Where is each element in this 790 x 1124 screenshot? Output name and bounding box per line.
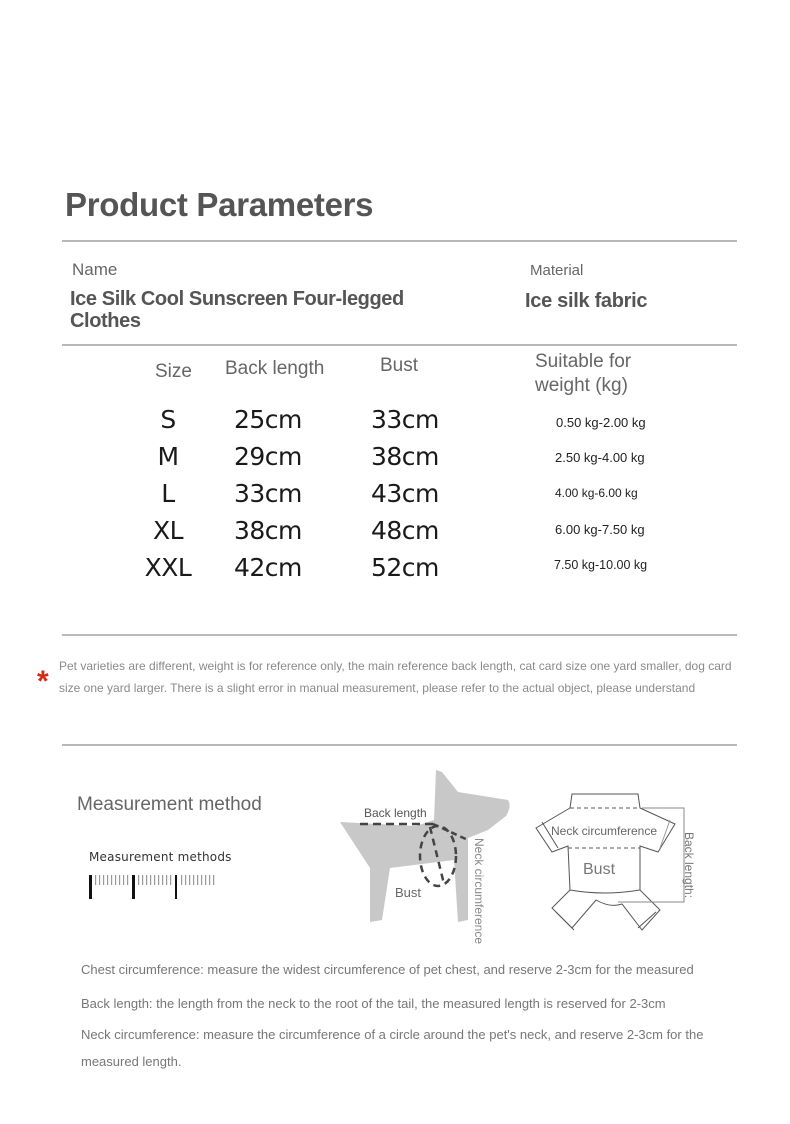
reference-note: Pet varieties are different, weight is for reference only, the main reference back length, cat card size one yard smaller, dog card size one yard larger. There is a slight error in manual measurement, please refer to the actual object, please understand: [59, 659, 732, 695]
cell-size: L: [161, 479, 175, 508]
back-length-label: Back length: [364, 806, 427, 820]
divider: [62, 240, 737, 242]
cell-bust: 52cm: [371, 553, 439, 582]
neck-circumference-description: Neck circumference: measure the circumference of a circle around the pet's neck, and reserve 2-3cm for the measured length.: [81, 1027, 704, 1069]
cell-back-length: 25cm: [234, 405, 302, 434]
divider: [62, 744, 737, 746]
product-name: Ice Silk Cool Sunscreen Four-legged Clothes: [70, 288, 404, 332]
garment-bust-label: Bust: [583, 861, 616, 878]
name-label: Name: [72, 260, 118, 279]
cell-size: M: [157, 442, 179, 471]
ruler-icon: [89, 873, 219, 899]
cell-back-length: 33cm: [234, 479, 302, 508]
cell-bust: 33cm: [371, 405, 439, 434]
divider: [62, 634, 737, 636]
divider: [62, 344, 737, 346]
garment-measurement-diagram: [530, 780, 710, 940]
cell-weight: 7.50 kg-10.00 kg: [554, 558, 648, 572]
cell-weight: 6.00 kg-7.50 kg: [555, 522, 645, 537]
cell-bust: 38cm: [371, 442, 439, 471]
page-title: Product Parameters: [65, 186, 374, 223]
dog-silhouette-icon: [330, 760, 530, 950]
measurement-subtitle: Measurement methods: [89, 850, 232, 864]
cell-size: XL: [152, 516, 184, 545]
cell-size: XXL: [144, 553, 192, 582]
dog-measurement-diagram: [330, 760, 530, 950]
cell-back-length: 29cm: [234, 442, 302, 471]
material-value: Ice silk fabric: [525, 290, 648, 312]
column-header-size: Size: [155, 361, 192, 382]
cell-weight: 2.50 kg-4.00 kg: [555, 450, 645, 465]
column-header-bust: Bust: [380, 355, 419, 376]
cell-size: S: [160, 405, 176, 434]
cell-bust: 43cm: [371, 479, 439, 508]
cell-weight: 0.50 kg-2.00 kg: [556, 415, 646, 430]
column-header-weight: Suitable for weight (kg): [535, 351, 632, 396]
bust-label: Bust: [395, 885, 422, 900]
asterisk-icon: *: [37, 665, 49, 698]
cell-weight: 4.00 kg-6.00 kg: [555, 486, 638, 500]
cell-back-length: 42cm: [234, 553, 302, 582]
material-label: Material: [530, 262, 584, 279]
cell-back-length: 38cm: [234, 516, 302, 545]
garment-neck-label: Neck circumference: [551, 824, 658, 838]
garment-back-length-label: Back length:: [682, 832, 696, 899]
chest-circumference-description: Chest circumference: measure the widest circumference of pet chest, and reserve 2-3cm for the measured: [81, 962, 694, 977]
cell-bust: 48cm: [371, 516, 439, 545]
measurement-title: Measurement method: [77, 794, 262, 815]
neck-circumference-label: Neck circumference: [472, 838, 486, 945]
back-length-description: Back length: the length from the neck to the root of the tail, the measured length is reserved for 2-3cm: [81, 996, 666, 1011]
column-header-back-length: Back length: [225, 358, 325, 379]
